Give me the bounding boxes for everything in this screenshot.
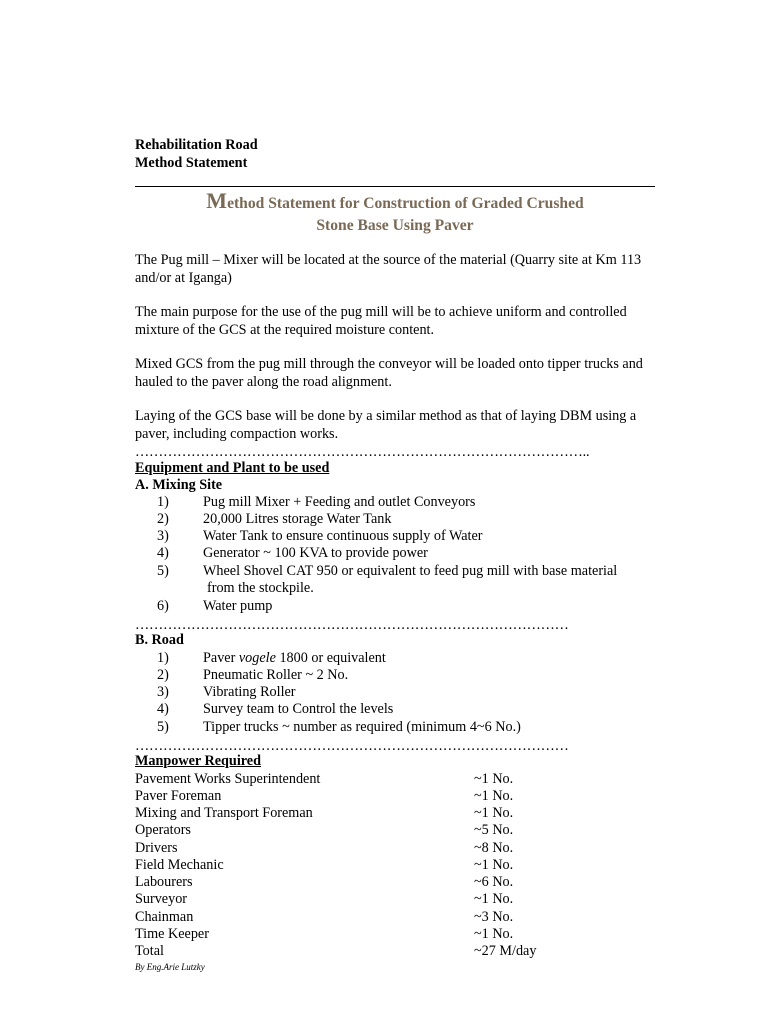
table-row: Labourers ~6 No. — [135, 874, 514, 890]
title-first-letter: M — [206, 188, 228, 213]
table-row: Drivers ~8 No. — [135, 840, 514, 856]
table-row: Time Keeper ~1 No. — [135, 926, 514, 942]
dotted-separator: ………………………………………………………………………………… — [135, 739, 569, 753]
road-label: B. Road — [135, 632, 184, 648]
table-row: Chainman ~3 No. — [135, 909, 514, 925]
header-document-type: Method Statement — [135, 155, 248, 171]
manpower-heading: Manpower Required — [135, 753, 261, 769]
paragraph-pug-mill-location: The Pug mill – Mixer will be located at the source of the material (Quarry site at Km 113 and/or at Iganga) — [135, 252, 642, 286]
table-row: Field Mechanic ~1 No. — [135, 857, 514, 873]
table-row: Surveyor ~1 No. — [135, 891, 514, 907]
mixing-site-label: A. Mixing Site — [135, 477, 223, 493]
paragraph-mixed-gcs: Mixed GCS from the pug mill through the conveyor will be loaded onto tipper trucks and hauled to the paver along the road alignment. — [135, 356, 643, 390]
header-divider — [135, 186, 655, 187]
author-footer: By Eng.Arie Lutzky — [135, 962, 205, 972]
dotted-separator: …………………………………………………………………………………….. — [135, 445, 590, 459]
title-line1-rest: ethod Statement for Construction of Graded Crushed — [227, 195, 584, 212]
table-row: Operators ~5 No. — [135, 822, 514, 838]
document-page: Rehabilitation Road Method Statement Method Statement for Construction of Graded Crushed Stone Base Using Paver The Pug mill – Mixer will be located at the source of the material (Quarry site at Km 113 and/or at Iganga) The main purpose for the use of the pug mill will be to achieve uniform and controlled mixture of the GCS at the required moisture content. Mixed GCS from the pug mill through the conveyor will be loaded onto tipper trucks and hauled to the paver along the road alignment. Laying of the GCS base will be done by a similar method as that of laying DBM using a paver, including compaction works. …………………………………………………………………………………….. Equipment and Plant to be used A. Mixing Site 1) Pug mill Mixer + Feeding and outlet Conveyors 2) 20,000 Litres storage Water Tank 3) Water Tank to ensure continuous supply of Water 4) Generator ~ 100 KVA to provide power 5) Wheel Shovel CAT 950 or equivalent to feed pug mill with base material from the stockpile. 6) Water pump ………………………………………………………………………………… B. Road 1) Paver vogele 1800 or equivalent 2) Pneumatic Roller ~ 2 No. 3) Vibrating Roller 4) Survey team to Control the levels 5) Tipper trucks ~ number as required (minimum 4~6 No.) ………………………………………………………………………………… Manpower Required Pavement Works Superintendent ~1 No. Paver Foreman ~1 No. Mixing and Transport Foreman ~1 No. Operators ~5 No. Drivers ~8 No. Field Mechanic ~1 No. Labourers ~6 No. Surveyor ~1 No. Chainman ~3 No. Time Keeper ~1 No. Total ~27 M/day By Eng.Arie Lutzky — [0, 0, 768, 1024]
equipment-heading: Equipment and Plant to be used — [135, 460, 330, 476]
document-title-line2: Stone Base Using Paver — [316, 217, 474, 234]
dotted-separator: ………………………………………………………………………………… — [135, 618, 569, 632]
table-row: Paver Foreman ~1 No. — [135, 788, 514, 804]
table-row: Pavement Works Superintendent ~1 No. — [135, 771, 514, 787]
paragraph-pug-mill-purpose: The main purpose for the use of the pug mill will be to achieve uniform and controlled mixture of the GCS at the required moisture content. — [135, 304, 627, 338]
table-row: Mixing and Transport Foreman ~1 No. — [135, 805, 514, 821]
paragraph-laying: Laying of the GCS base will be done by a similar method as that of laying DBM using a paver, including compaction works. — [135, 408, 637, 442]
table-row-total: Total ~27 M/day — [135, 943, 537, 959]
header-project-title: Rehabilitation Road — [135, 137, 258, 153]
document-title-line1 — [135, 190, 655, 214]
